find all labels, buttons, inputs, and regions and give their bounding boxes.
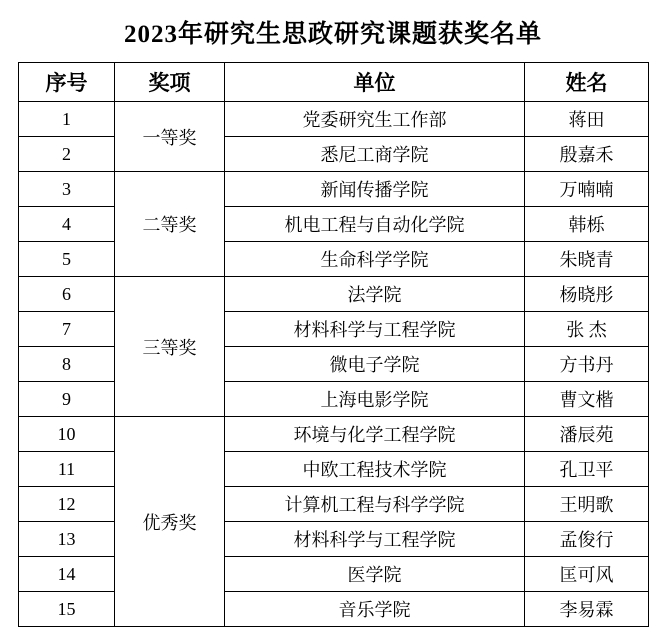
cell-no: 13	[19, 522, 115, 557]
table-row	[19, 382, 649, 417]
cell-unit: 环境与化学工程学院	[225, 417, 525, 452]
table-row	[19, 277, 649, 312]
cell-unit: 党委研究生工作部	[225, 102, 525, 137]
cell-unit: 新闻传播学院	[225, 172, 525, 207]
table-row	[19, 102, 649, 137]
award-list-table	[18, 62, 649, 627]
table-header	[19, 63, 649, 102]
cell-no: 9	[19, 382, 115, 417]
cell-unit: 材料科学与工程学院	[225, 522, 525, 557]
cell-name: 孔卫平	[525, 452, 649, 487]
column-header-unit: 单位	[225, 63, 525, 102]
cell-name: 韩栎	[525, 207, 649, 242]
table-row	[19, 452, 649, 487]
cell-name: 朱晓青	[525, 242, 649, 277]
cell-award-group: 优秀奖	[115, 417, 225, 627]
cell-no: 14	[19, 557, 115, 592]
cell-name: 张 杰	[525, 312, 649, 347]
cell-unit: 音乐学院	[225, 592, 525, 627]
table-row	[19, 312, 649, 347]
cell-name: 方书丹	[525, 347, 649, 382]
cell-award-group: 二等奖	[115, 172, 225, 277]
cell-name: 匡可风	[525, 557, 649, 592]
cell-award-group: 一等奖	[115, 102, 225, 172]
cell-name: 李易霖	[525, 592, 649, 627]
table-row	[19, 137, 649, 172]
page-title: 2023年研究生思政研究课题获奖名单	[123, 21, 542, 48]
cell-unit: 医学院	[225, 557, 525, 592]
cell-no: 1	[19, 102, 115, 137]
cell-unit: 法学院	[225, 277, 525, 312]
table-row	[19, 172, 649, 207]
cell-no: 7	[19, 312, 115, 347]
table-header-row	[19, 63, 649, 102]
cell-name: 王明歌	[525, 487, 649, 522]
cell-unit: 生命科学学院	[225, 242, 525, 277]
cell-unit: 计算机工程与科学学院	[225, 487, 525, 522]
cell-name: 杨晓彤	[525, 277, 649, 312]
cell-name: 潘辰苑	[525, 417, 649, 452]
table-row	[19, 242, 649, 277]
table-row	[19, 417, 649, 452]
cell-no: 10	[19, 417, 115, 452]
column-header-award: 奖项	[115, 63, 225, 102]
table-body	[19, 102, 649, 627]
cell-unit: 机电工程与自动化学院	[225, 207, 525, 242]
cell-unit: 材料科学与工程学院	[225, 312, 525, 347]
cell-name: 万喃喃	[525, 172, 649, 207]
table-row	[19, 522, 649, 557]
cell-unit: 上海电影学院	[225, 382, 525, 417]
cell-name: 孟俊行	[525, 522, 649, 557]
column-header-name: 姓名	[525, 63, 649, 102]
column-header-no: 序号	[19, 63, 115, 102]
cell-unit: 微电子学院	[225, 347, 525, 382]
table-row	[19, 487, 649, 522]
cell-name: 蒋田	[525, 102, 649, 137]
cell-award-group: 三等奖	[115, 277, 225, 417]
cell-unit: 悉尼工商学院	[225, 137, 525, 172]
cell-unit: 中欧工程技术学院	[225, 452, 525, 487]
cell-no: 11	[19, 452, 115, 487]
cell-no: 15	[19, 592, 115, 627]
table-container	[0, 62, 666, 627]
cell-no: 8	[19, 347, 115, 382]
cell-no: 12	[19, 487, 115, 522]
cell-no: 3	[19, 172, 115, 207]
cell-no: 5	[19, 242, 115, 277]
cell-no: 2	[19, 137, 115, 172]
cell-no: 6	[19, 277, 115, 312]
table-row	[19, 557, 649, 592]
cell-no: 4	[19, 207, 115, 242]
table-row	[19, 347, 649, 382]
cell-name: 殷嘉禾	[525, 137, 649, 172]
table-row	[19, 207, 649, 242]
cell-name: 曹文楷	[525, 382, 649, 417]
table-row	[19, 592, 649, 627]
